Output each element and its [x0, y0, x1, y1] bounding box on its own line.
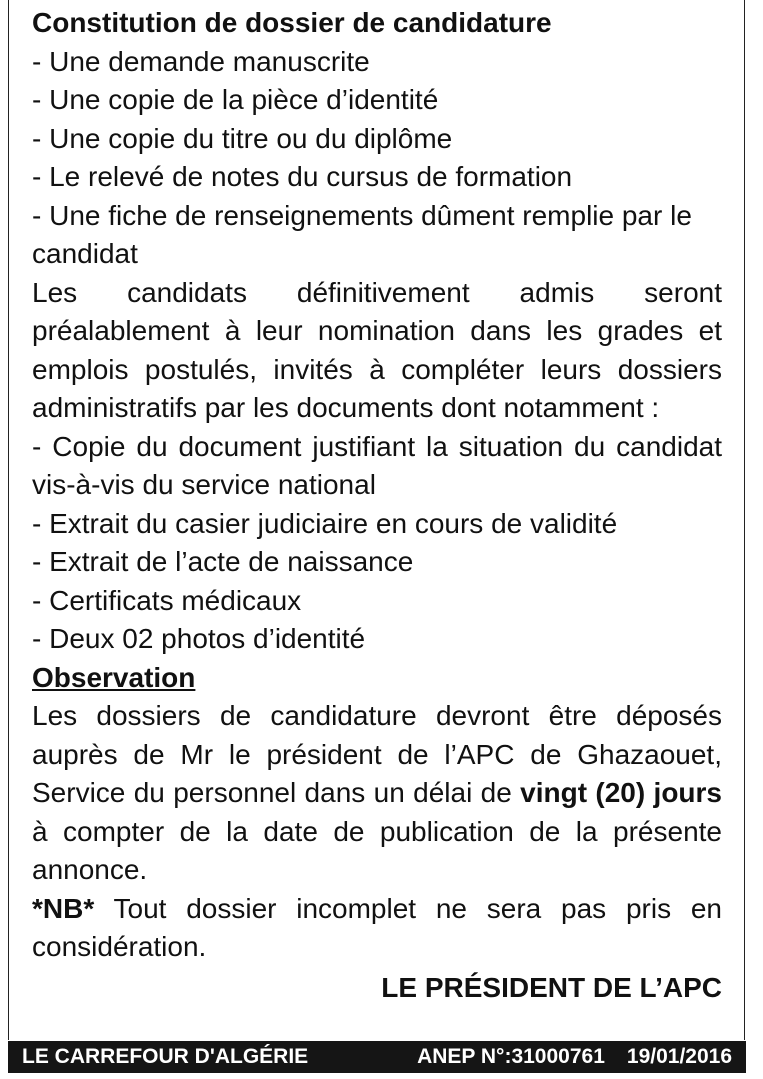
list-item: - Une demande manuscrite: [32, 45, 370, 77]
publication-date: 19/01/2016: [626, 1045, 732, 1068]
administrative-documents-list: [32, 428, 722, 659]
list-item: - Extrait du casier judiciaire en cours de validité: [32, 507, 618, 539]
list-item: - Certificats médicaux: [32, 584, 302, 616]
list-item: - Deux 02 photos d’identité: [32, 623, 366, 654]
nb-paragraph: [32, 890, 722, 967]
required-documents-list: [32, 43, 722, 274]
nb-text: Tout dossier incomplet ne sera pas pris en considération.: [32, 892, 722, 962]
admitted-candidates-paragraph: Les candidats définitivement admis seront préalablement à leur nomination dans les grades et emplois postulés, invités à compléter leurs dossiers administratifs par les documents dont notamment :: [32, 276, 722, 423]
list-item: - Extrait de l’acte de naissance: [32, 546, 414, 577]
nb-label: *NB*: [32, 892, 95, 924]
observation-text-after: à compter de la date de publication de la présente annonce.: [32, 815, 722, 885]
anep-number: ANEP N°:31000761: [417, 1045, 605, 1068]
signature: LE PRÉSIDENT DE L’APC: [381, 971, 722, 1003]
list-item: - Une copie du titre ou du diplôme: [32, 122, 453, 154]
list-item: - Copie du document justifiant la situation du candidat vis-à-vis du service national: [32, 430, 722, 500]
section-heading: Constitution de dossier de candidature: [32, 7, 552, 38]
footer-reference: [417, 1041, 732, 1073]
newspaper-name: LE CARREFOUR D'ALGÉRIE: [22, 1045, 309, 1068]
announcement-body: [32, 4, 722, 1007]
observation-title: Observation: [32, 661, 196, 693]
list-item: - Une fiche de renseignements dûment remplie par le candidat: [32, 199, 692, 269]
observation-text-before: Les dossiers de candidature devront être déposés auprès de Mr le président de l’APC de Ghazaouet, Service du personnel dans un délai de: [32, 700, 722, 808]
footer-bar: [8, 1041, 746, 1073]
list-item: - Une copie de la pièce d’identité: [32, 84, 439, 115]
observation-paragraph: [32, 697, 722, 890]
list-item: - Le relevé de notes du cursus de formation: [32, 161, 573, 192]
deadline-text: vingt (20) jours: [520, 777, 722, 808]
